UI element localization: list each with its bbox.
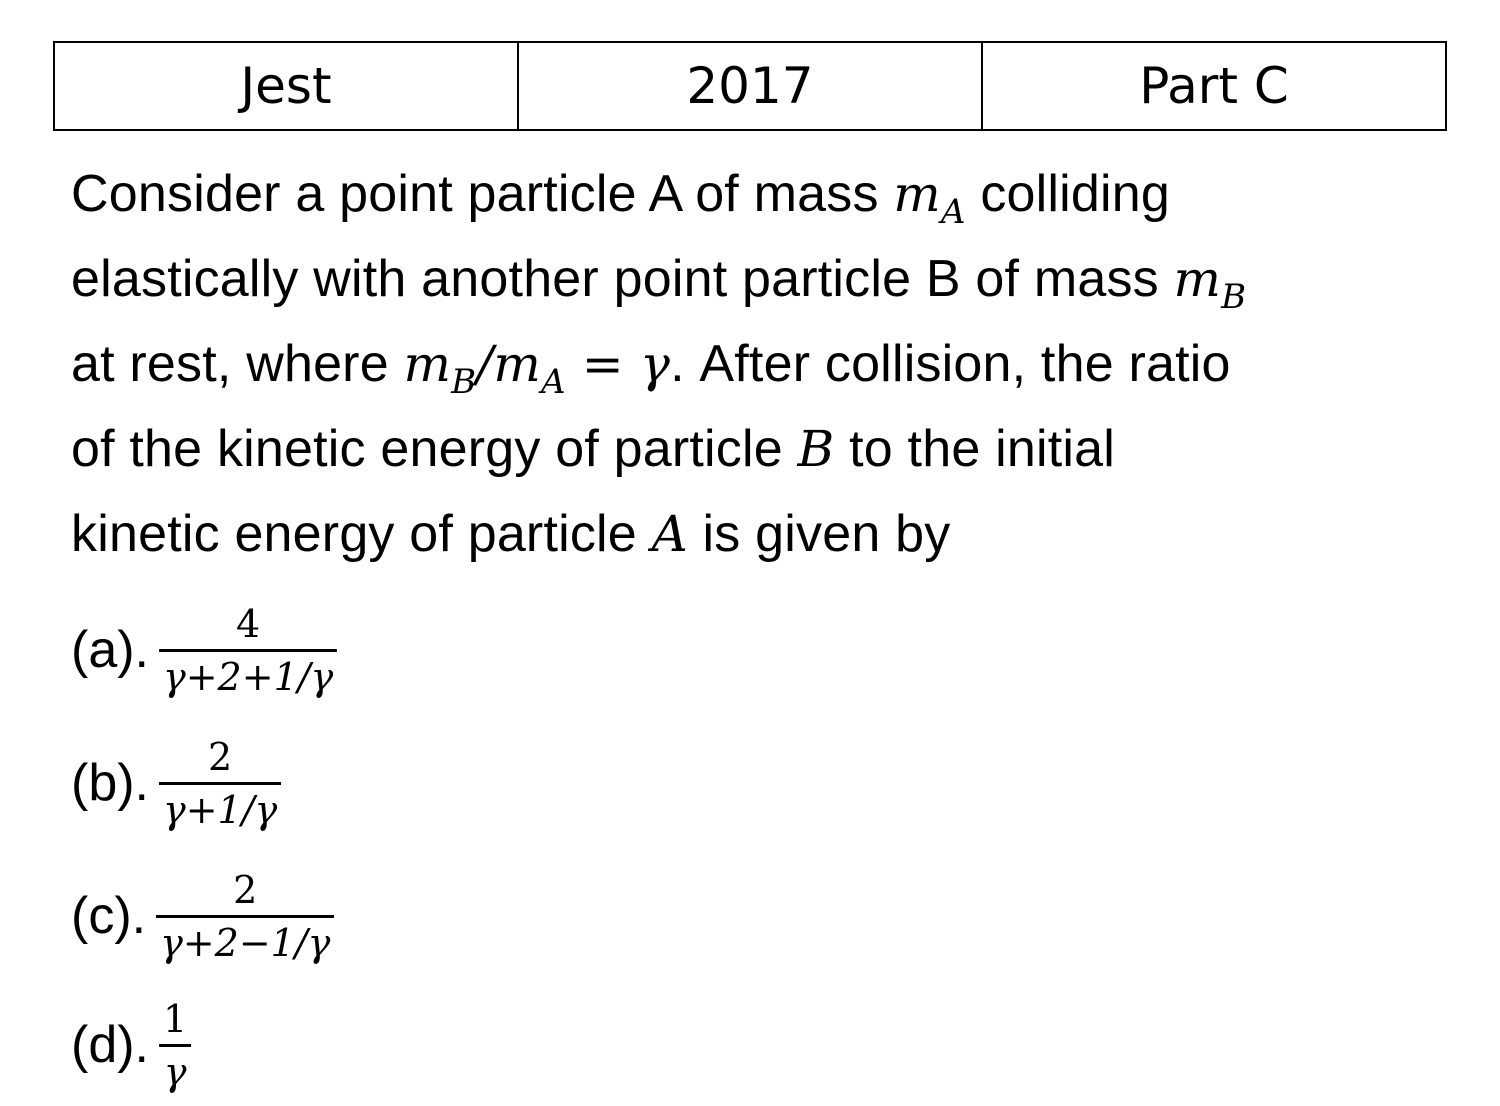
option-fraction [159,996,191,1094]
question-line-4 [71,407,1471,492]
question-line-1 [71,152,1471,237]
option-label: (d). [71,1016,149,1074]
math-equals: = [565,335,641,393]
math-mass-b: $m_B$ [1173,250,1247,317]
question-line-3 [71,322,1471,407]
option-c[interactable] [71,856,334,976]
question-text-segment: . After collision, the ratio [670,335,1231,393]
math-particle-b: B [797,420,835,478]
option-a[interactable] [71,590,337,710]
fraction-numerator: 4 [236,601,261,646]
question-line-5 [71,492,1471,577]
fraction-numerator: 2 [208,734,233,779]
option-b[interactable] [71,723,281,843]
header-subject: Jest [54,42,518,130]
question-text-segment: elastically with another point particle B of mass [71,250,1174,308]
math-mass-a: $m_A$ [893,165,966,232]
option-label: (a). [71,621,149,679]
option-label: (b). [71,754,149,812]
option-d[interactable] [71,985,191,1105]
math-ratio: $m_B/m_A$ [403,335,566,402]
header-part: Part C [982,42,1446,130]
header-row [54,42,1446,130]
fraction-denominator: γ+2+1/γ [163,654,334,699]
question-text-segment: of the kinetic energy of particle [71,420,798,478]
question-text-segment: to the initial [834,420,1115,478]
fraction-denominator: γ+2−1/γ [160,920,331,965]
option-label: (c). [71,887,147,945]
question-text-segment: colliding [965,165,1171,223]
question-text-segment: at rest, where [71,335,404,393]
fraction-numerator: 1 [163,996,188,1041]
question-line-2 [71,237,1471,322]
fraction-numerator: 2 [233,867,258,912]
header-table [53,41,1447,131]
question-text-segment: Consider a point particle A of mass [71,165,894,223]
fraction-denominator: γ [163,1049,187,1094]
math-particle-a: A [651,505,688,563]
question-text-segment: kinetic energy of particle [71,505,652,563]
fraction-denominator: γ+1/γ [163,787,278,832]
question-text [71,152,1471,577]
option-fraction [159,734,281,832]
option-fraction [156,867,334,965]
math-gamma: γ [640,335,671,393]
option-fraction [159,601,337,699]
question-text-segment: is given by [687,505,951,563]
header-year: 2017 [518,42,982,130]
